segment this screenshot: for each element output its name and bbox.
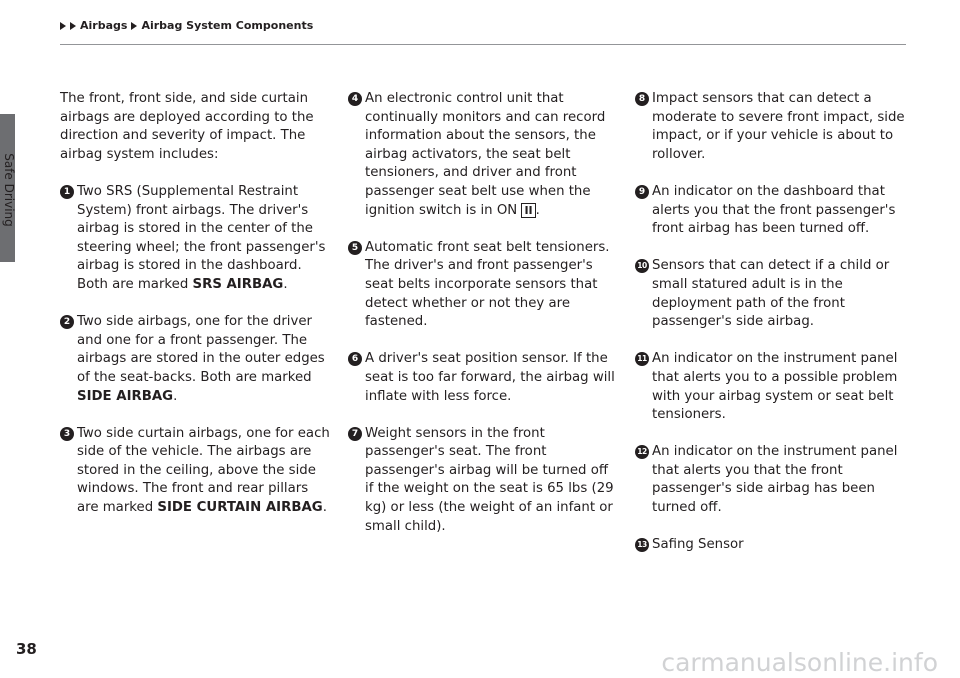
number-marker-icon: 11 [635,352,649,366]
component-item [635,90,907,164]
component-text: Automatic front seat belt tensioners. The driver's and front passenger's seat belts incorporate sensors that detect whether or not they are fastened. [365,239,610,330]
component-text: Sensors that can detect if a child or small statured adult is in the deployment path of the front passenger's side airbag. [652,258,890,330]
component-item [60,313,332,406]
component-label: SIDE AIRBAG [77,388,174,404]
component-text: An indicator on the instrument panel that alerts you to a possible problem with your airbag system or seat belt tensioners. [652,351,898,423]
component-text: Two SRS (Supplemental Restraint System) front airbags. The driver's airbag is stored in the center of the steering wheel; the front passenger's airbag is stored in the dashboard. Both are marked [77,183,326,292]
column-3 [635,90,907,573]
component-item [635,257,907,331]
breadcrumb-item-airbags[interactable]: Airbags [80,19,128,32]
component-text: Impact sensors that can detect a moderate to severe front impact, side impact, or if your vehicle is about to rollover. [652,91,905,162]
component-text: Two side airbags, one for the driver and one for a front passenger. The airbags are stored in the outer edges of the seat-backs. Both are marked [77,314,325,385]
section-label-text: Safe Driving [2,153,16,227]
component-item [348,350,618,406]
breadcrumb-arrow-icon [70,22,76,30]
component-text-end: . [283,276,288,292]
number-marker-icon: 12 [635,445,649,459]
breadcrumb-item-current: Airbag System Components [141,19,314,32]
component-text: A driver's seat position sensor. If the seat is too far forward, the airbag will inflate with less force. [365,351,615,404]
component-text-end: . [322,500,327,516]
breadcrumb-arrow-icon [60,22,66,30]
component-item [635,443,907,517]
number-marker-icon: 10 [635,259,649,273]
breadcrumb [60,19,313,32]
component-item [60,425,332,518]
component-text-end: . [173,388,178,404]
page-number: 38 [16,640,37,658]
component-text: Safing Sensor [652,537,744,553]
ignition-key-icon: II [521,203,535,218]
component-text: An indicator on the dashboard that alerts you that the front passenger's front airbag has been turned off. [652,183,896,237]
number-marker-icon: 4 [348,92,362,106]
component-text: An electronic control unit that continually monitors and can record information about the sensors, the airbag activators, the seat belt tensioners, and driver and front passenger seat belt use when the ignition switch is in ON [365,91,606,218]
section-label [0,150,18,230]
component-label: SIDE CURTAIN AIRBAG [157,500,323,516]
column-2 [348,90,618,555]
number-marker-icon: 6 [348,352,362,366]
number-marker-icon: 5 [348,241,362,255]
component-text: An indicator on the instrument panel that alerts you that the front passenger's side airbag has been turned off. [652,444,898,516]
number-marker-icon: 9 [635,185,649,199]
component-text-end: . [535,202,540,218]
header-divider [60,44,906,45]
component-label: SRS AIRBAG [192,276,284,292]
component-item [635,183,907,239]
number-marker-icon: 2 [60,315,74,329]
component-item [635,350,907,424]
number-marker-icon: 13 [635,538,649,552]
column-1 [60,90,332,536]
number-marker-icon: 1 [60,185,74,199]
component-item [348,90,618,220]
component-text: Two side curtain airbags, one for each side of the vehicle. The airbags are stored in the ceiling, above the side windows. The front and rear pillars are marked [77,425,330,516]
intro-paragraph [60,90,332,164]
component-item [348,239,618,332]
number-marker-icon: 3 [60,427,74,441]
watermark: carmanualsonline.info [661,648,938,677]
component-text: Weight sensors in the front passenger's seat. The front passenger's airbag will be turned off if the weight on the seat is 65 lbs (29 kg) or less (the weight of an infant or small child). [365,425,614,534]
number-marker-icon: 8 [635,92,649,106]
breadcrumb-arrow-icon [131,22,137,30]
intro-text: The front, front side, and side curtain airbags are deployed according to the direction and severity of impact. The airbag system includes: [60,91,314,162]
component-item [60,183,332,295]
component-item [348,425,618,537]
component-item [635,536,907,555]
number-marker-icon: 7 [348,427,362,441]
